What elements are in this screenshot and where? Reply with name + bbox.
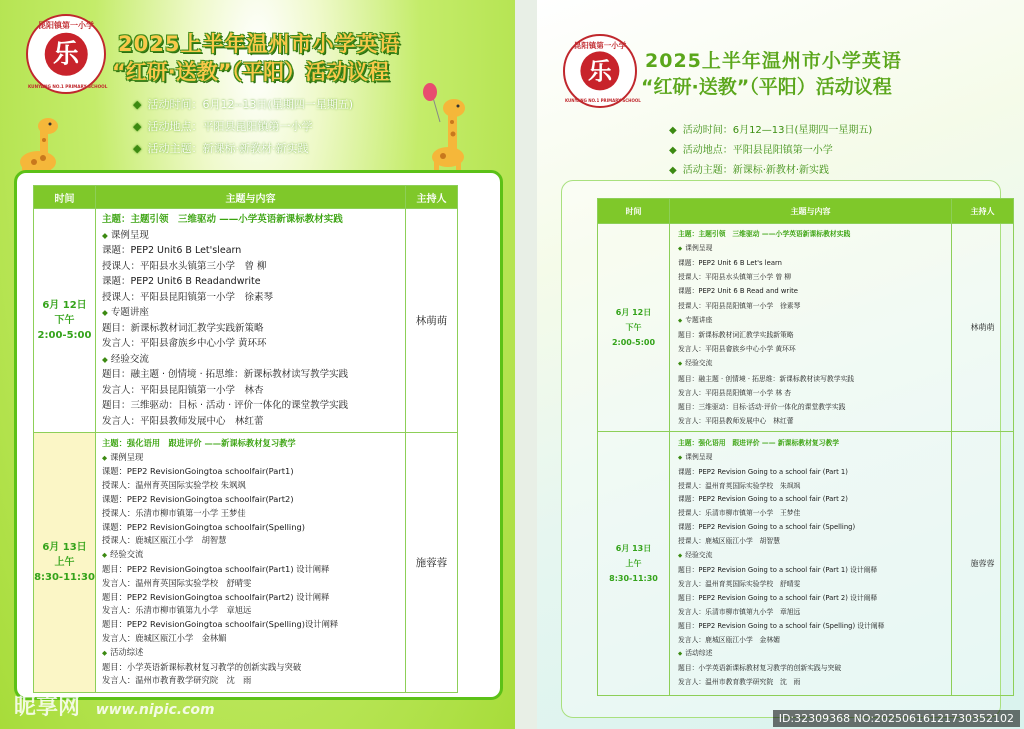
list-item: 授课人：乐清市柳市镇第一小学 王梦佳 [102,507,246,518]
header-time: 时间 [34,186,96,209]
list-item: 授课人：鹿城区瓯江小学 胡智慧 [102,535,227,546]
logo-arc-text: 昆阳镇第一小学 [573,41,627,50]
list-item: 发言人：平阳县教师发展中心 林红蕾 [102,415,264,427]
list-item: 题目：小学英语新课标教材复习教学的创新实践与突破 [678,664,842,673]
section-heading: ◆ 课例呈现 [678,451,951,466]
table-header-row [34,186,458,209]
section-heading: ◆ 活动综述 [102,646,405,661]
session-date-cell [34,209,96,433]
list-item: 题目：三维驱动：目标 · 活动 · 评价一体化的课堂教学实践 [102,400,349,411]
table-row [34,209,458,433]
session-date: 6月 13日 [42,542,87,553]
section-heading: ◆ 课例呈现 [678,241,951,256]
session-lines [102,212,405,429]
section-heading: ◆ 经验交流 [678,356,951,371]
session-period: 下午 [625,323,642,332]
list-item: 课题：PEP2 RevisionGoingtoa schoolfair(Part2) [102,494,294,505]
session-lines [678,437,951,690]
session-theme: 主题：强化语用 跟进评价 —— 新课标教材复习教学 [678,438,840,447]
list-item: 发言人：平阳县教师发展中心 林红蕾 [678,417,794,426]
list-item: 题目：PEP2 RevisionGoingtoa schoolfair(Part1) 设计阐释 [102,564,330,574]
list-item: 发言人：温州市教育教学研究院 沈 雨 [102,675,252,686]
session-date: 6月 12日 [615,308,652,317]
list-item: 发言人：平阳县昆阳镇第一小学 林 杏 [678,388,792,397]
list-item: 题目：小学英语新课标教材复习教学的创新实践与突破 [102,661,302,672]
poster-pale-green [537,0,1024,729]
session-period: 上午 [54,557,75,568]
info-time: ◆ 活动时间：6月12—13日(星期四一星期五) [669,125,873,136]
section-heading: ◆ 经验交流 [102,352,405,368]
section-heading: ◆ 课例呈现 [102,451,405,466]
session-content-cell [96,433,406,693]
info-time: ◆ 活动时间：6月12--13日(星期四一星期五) [133,98,353,111]
session-date-cell [598,224,670,432]
session-content-cell [670,432,952,696]
logo-arc-text: 昆阳镇第一小学 [38,21,94,30]
list-item: 课题：PEP2 Unit 6 B Read and write [678,287,798,296]
list-item: 授课人：平阳县昆阳镇第一小学 徐素琴 [102,291,274,303]
list-item: 课题：PEP2 RevisionGoingtoa schoolfair(Spelling) [102,521,305,532]
list-item: 课题：PEP2 Revision Going to a school fair (Part 1) [678,467,848,476]
list-item: 题目：新课标教材词汇教学实践新策略 [678,331,794,339]
section-heading: ◆ 经验交流 [678,549,951,564]
table-row [598,432,1014,696]
list-item: 发言人：温州育英国际实验学校 舒晴雯 [102,577,252,588]
list-item: 课题：PEP2 Revision Going to a school fair (Spelling) [678,523,856,532]
table-header-row [598,199,1014,224]
session-theme: 主题：主题引领 三维驱动 ——小学英语新课标教材实践 [678,229,851,238]
header-host: 主持人 [952,199,1014,224]
schedule-table [33,185,458,693]
table-row [598,224,1014,432]
info-theme: ◆ 活动主题：新课标·新教材·新实践 [669,165,830,176]
list-item: 题目：三维驱动：目标·活动·评价一体化的课堂教学实践 [678,403,846,412]
header-content: 主题与内容 [670,199,952,224]
list-item: 题目：融主题 · 创情境 · 拓思维：新课标教材读写教学实践 [678,374,855,383]
section-heading: ◆ 经验交流 [102,548,405,563]
section-heading: ◆ 专题讲座 [102,305,405,321]
table-row [34,433,458,693]
info-place: ◆ 活动地点：平阳县昆阳镇第一小学 [669,145,833,156]
list-item: 题目：PEP2 RevisionGoingtoa schoolfair(Part2) 设计阐释 [102,591,330,602]
schedule-frame [561,180,1001,718]
session-theme: 主题：强化语用 跟进评价 ——新课标教材复习教学 [102,437,296,448]
list-item: 授课人：平阳县昆阳镇第一小学 徐素琴 [678,301,801,310]
list-item: 课题：PEP2 Revision Going to a school fair (Part 2) [678,495,848,504]
session-time: 8:30-11:30 [34,572,95,583]
session-time: 2:00-5:00 [37,330,92,341]
list-item: 课题：PEP2 RevisionGoingtoa schoolfair(Part1) [102,466,294,477]
list-item: 发言人：鹿城区瓯江小学 金林媚 [678,635,780,644]
logo-emblem: 乐 [45,33,88,76]
page-title-line2: “红研·送教”（平阳）活动议程 [641,76,892,98]
session-host: 施蓉蓉 [952,432,1014,696]
session-date-cell [598,432,670,696]
list-item: 授课人：平阳县水头镇第三小学 曾 柳 [678,273,792,282]
list-item: 授课人：温州育英国际实验学校 朱飒飒 [678,481,801,490]
list-item: 发言人：乐清市柳市镇第九小学 章旭远 [678,607,801,616]
session-period: 上午 [625,559,642,568]
session-theme: 主题：主题引领 三维驱动 ——小学英语新课标教材实践 [102,214,343,225]
school-logo [563,34,641,108]
list-item: 发言人：温州育英国际实验学校 舒晴雯 [678,579,801,588]
school-logo [26,14,106,94]
logo-emblem: 乐 [580,51,619,90]
list-item: 课题：PEP2 Unit6 B Readandwrite [102,276,261,287]
session-lines [678,227,951,429]
session-content-cell [670,224,952,432]
session-time: 2:00-5:00 [611,338,656,347]
image-id-tag: ID:32309368 NO:20250616121730352102 [773,710,1020,727]
list-item: 授课人：温州育英国际实验学校 朱飒飒 [102,480,246,491]
list-item: 授课人：乐清市柳市镇第一小学 王梦佳 [678,509,801,518]
list-item: 发言人：平阳县畲族乡中心小学 黄环环 [102,338,267,349]
section-heading: ◆ 专题讲座 [678,313,951,328]
session-host: 林萌萌 [952,224,1014,432]
section-heading: ◆ 课例呈现 [102,228,405,244]
list-item: 发言人：乐清市柳市镇第九小学 章旭远 [102,605,252,616]
giraffe-right-illustration [418,82,473,177]
list-item: 授课人：鹿城区瓯江小学 胡智慧 [678,537,780,546]
session-lines [102,437,405,688]
list-item: 题目：PEP2 Revision Going to a school fair (Part 2) 设计阐释 [678,593,878,602]
info-place: ◆ 活动地点：平阳县昆阳镇第一小学 [133,120,313,133]
header-time: 时间 [598,199,670,224]
info-theme: ◆ 活动主题：新课标·新教材·新实践 [133,142,309,155]
page-title-line1: 2025上半年温州市小学英语 [645,50,902,72]
logo-ring-text: KUNYANG NO.1 PRIMARY SCHOOL [565,98,641,103]
header-content: 主题与内容 [96,186,406,209]
watermark-url: www.nipic.com [95,702,215,718]
session-content-cell [96,209,406,433]
session-host: 林萌萌 [406,209,458,433]
list-item: 发言人：鹿城区瓯江小学 金林媚 [102,632,227,643]
list-item: 题目：PEP2 Revision Going to a school fair (Part 1) 设计阐释 [678,566,878,574]
session-date-cell [34,433,96,693]
logo-ring-text: KUNYANG NO.1 PRIMARY SCHOOL [28,84,108,89]
watermark-brand: 昵享网 [14,695,81,720]
list-item: 课题：PEP2 Unit6 B Let'slearn [102,245,242,256]
page-title-line1: 2025上半年温州市小学英语 [118,32,401,56]
section-heading: ◆ 活动综述 [678,647,951,662]
header-host: 主持人 [406,186,458,209]
list-item: 题目：PEP2 Revision Going to a school fair (Spelling) 设计阐释 [678,621,885,630]
list-item: 课题：PEP2 Unit 6 B Let's learn [678,258,782,267]
list-item: 授课人：平阳县水头镇第三小学 曾 柳 [102,260,267,272]
watermark [14,690,215,721]
session-host: 施蓉蓉 [406,433,458,693]
session-time: 8:30-11:30 [609,574,658,583]
page-title-line2: “红研·送教”（平阳）活动议程 [112,60,390,84]
session-date: 6月 12日 [42,300,87,311]
list-item: 发言人：平阳县畲族乡中心小学 黄环环 [678,345,796,354]
list-item: 题目：PEP2 RevisionGoingtoa schoolfair(Spelling)设计阐释 [102,619,339,630]
list-item: 发言人：温州市教育教学研究院 沈 雨 [678,678,801,687]
list-item: 题目：融主题 · 创情境 · 拓思维：新课标教材读写教学实践 [102,369,349,380]
list-item: 发言人：平阳县昆阳镇第一小学 林杏 [102,384,264,396]
list-item: 题目：新课标教材词汇教学实践新策略 [102,322,264,334]
session-period: 下午 [54,315,75,326]
session-date: 6月 13日 [615,544,652,553]
schedule-table [597,198,1014,696]
